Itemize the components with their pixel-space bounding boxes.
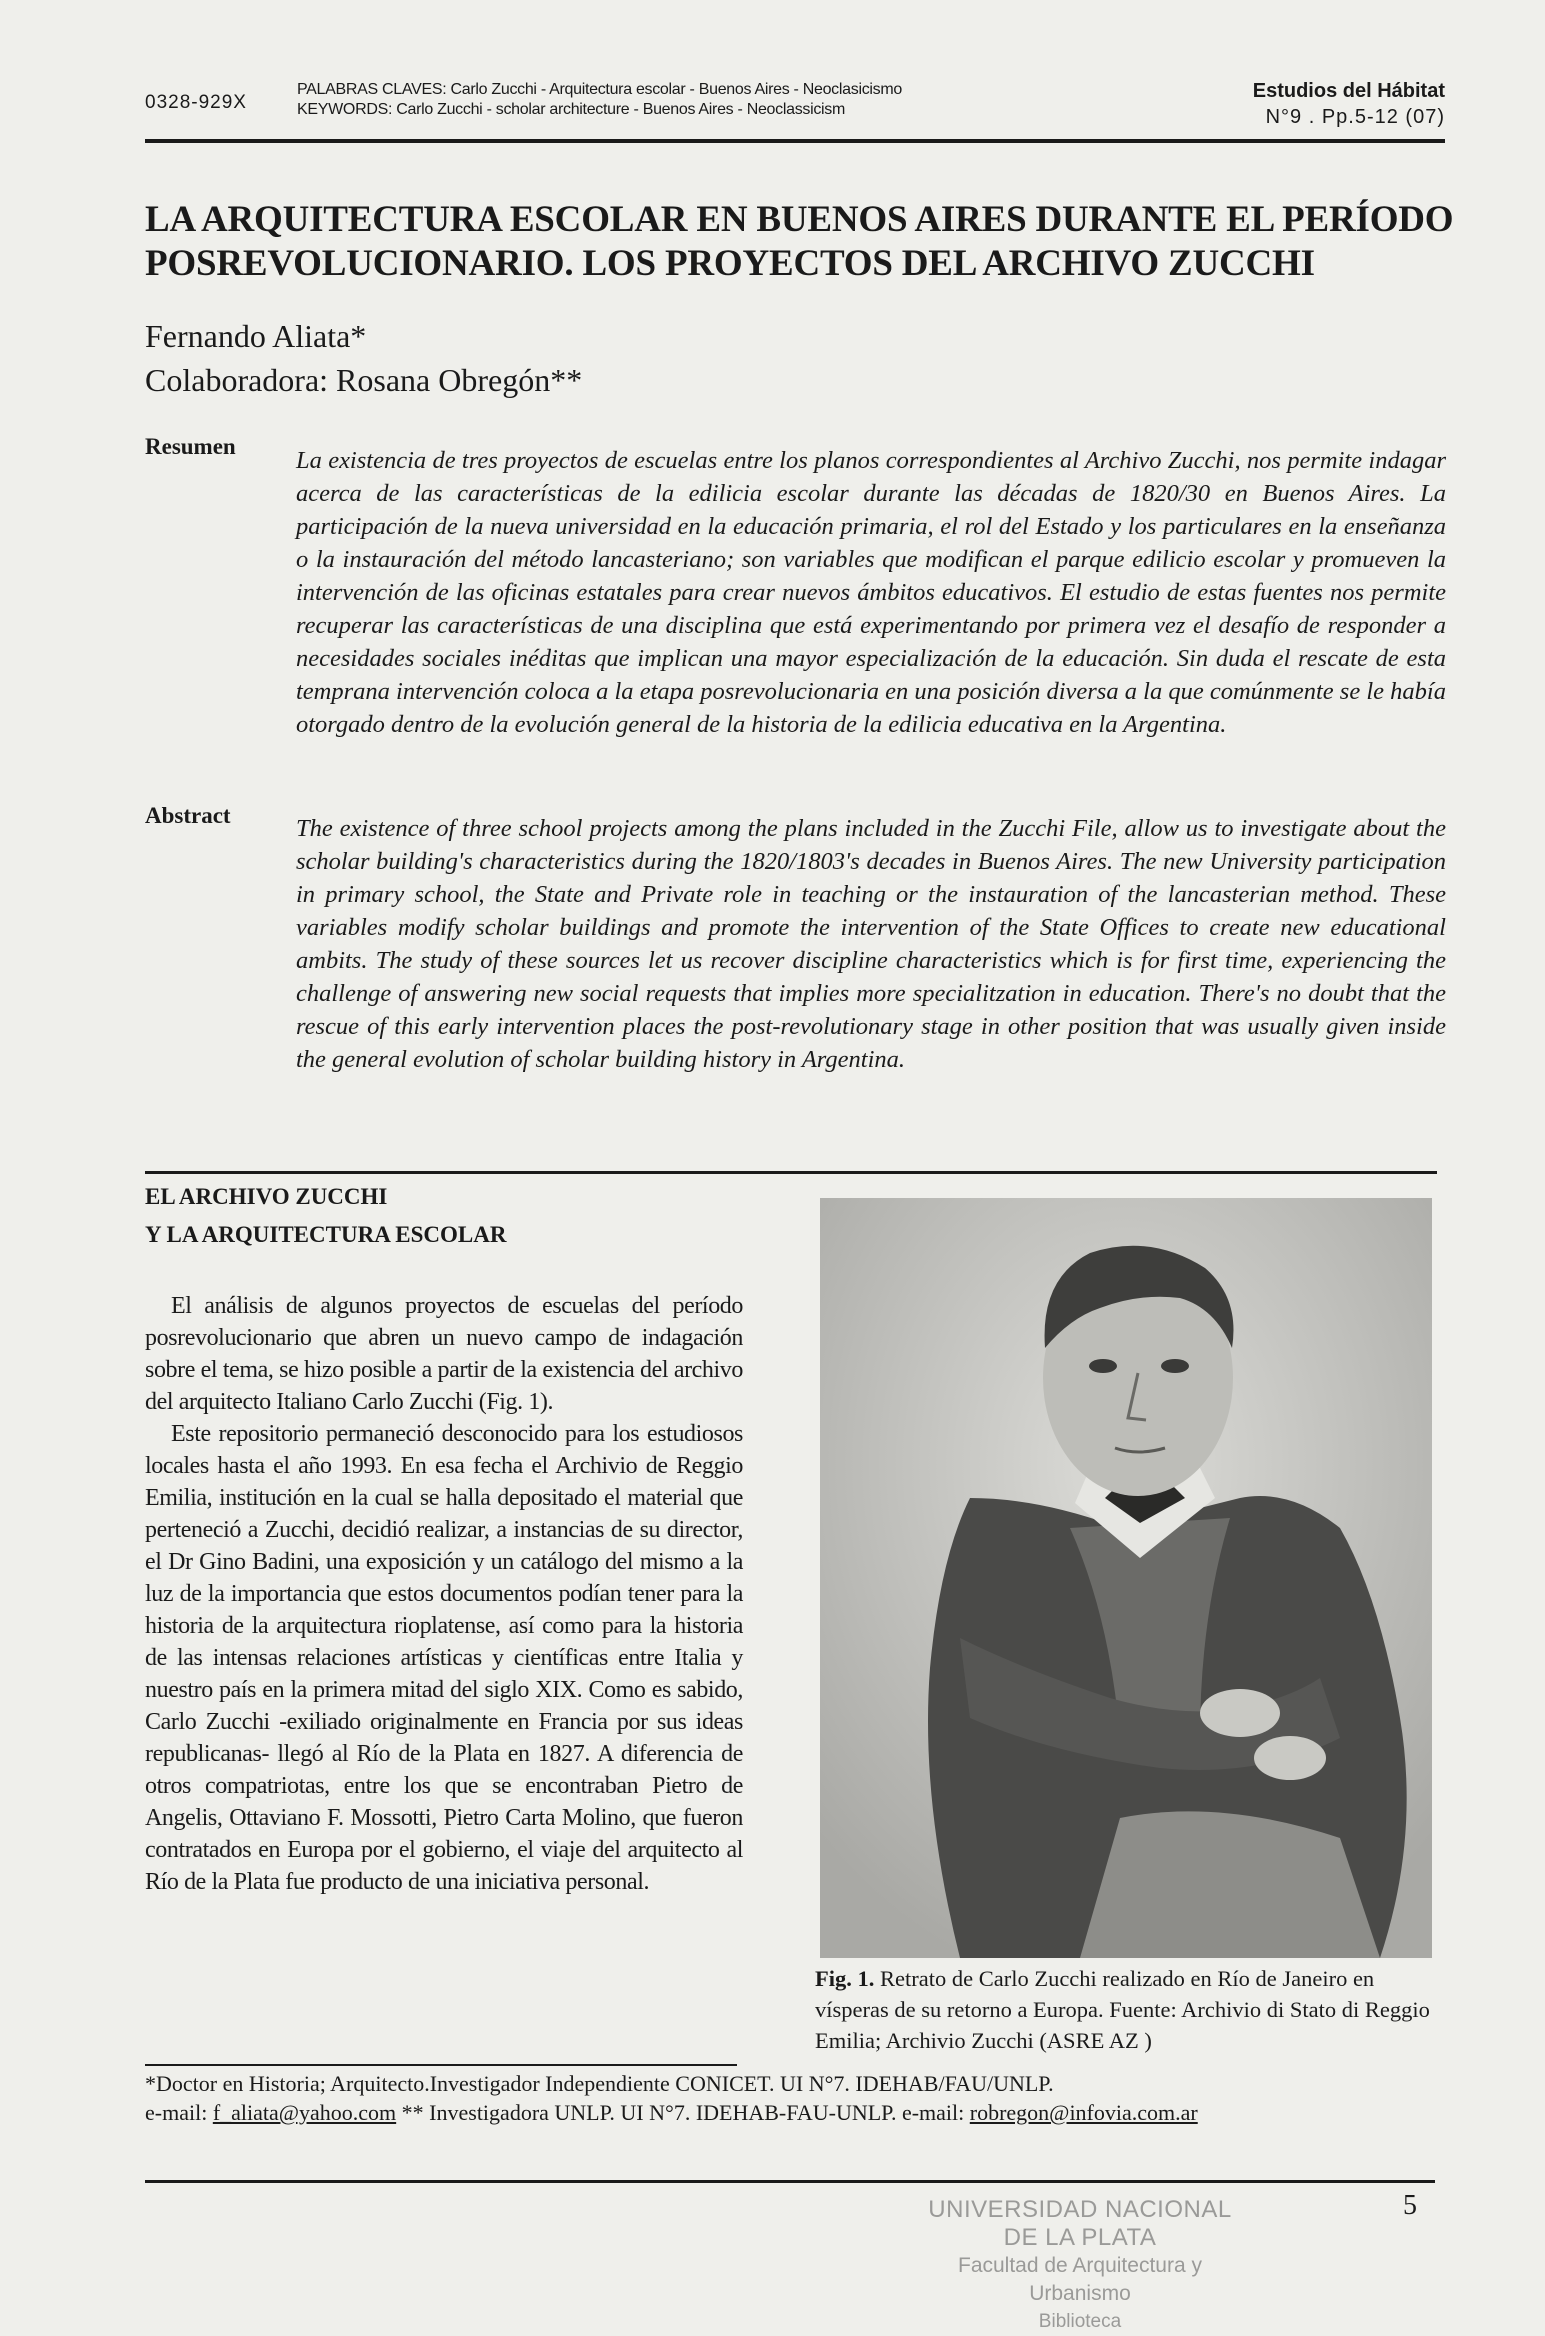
body-text <box>145 1290 743 1898</box>
paragraph-2: Este repositorio permaneció desconocido para los estudiosos locales hasta el año 1993. En esa fecha el Archivio de Reggio Emilia, institución en la cual se halla depositado el material que perteneció a Zucchi, decidió realizar, a instancias de su director, el Dr Gino Badini, una exposición y un catálogo del mismo a la luz de la importancia que estos documentos podían tener para la historia de la arquitectura rioplatense, así como para la historia de las intensas relaciones artísticas y científicas entre Italia y nuestro país en la primera mitad del siglo XIX. Como es sabido, Carlo Zucchi -exiliado originalmente en Francia por sus ideas republicanas- llegó al Río de la Plata en 1827. A diferencia de otros compatriotas, entre los que se encontraban Pietro de Angelis, Ottaviano F. Mossotti, Pietro Carta Molino, que fueron contratados en Europa por el gobierno, el viaje del arquitecto al Río de la Plata fue producto de una iniciativa personal. <box>145 1421 743 1895</box>
collaborator-email-link[interactable]: robregon@infovia.com.ar <box>969 2100 1198 2125</box>
library-stamp <box>915 2196 1245 2336</box>
figure-caption <box>815 1963 1440 2056</box>
paragraph-1: El análisis de algunos proyectos de escuelas del período posrevolucionario que abren un nuevo campo de indagación sobre el tema, se hizo posible a partir de la existencia del archivo del arquitecto Italiano Carlo Zucchi (Fig. 1). <box>145 1293 743 1415</box>
section-rule <box>145 1171 1437 1174</box>
abstract-label: Abstract <box>145 803 231 828</box>
page-number: 5 <box>1403 2190 1417 2221</box>
keywords <box>297 80 902 120</box>
title-line-1: LA ARQUITECTURA ESCOLAR EN BUENOS AIRES DURANTE EL PERÍODO <box>145 199 1454 240</box>
resumen-text: La existencia de tres proyectos de escuelas entre los planos correspondientes al Archivo Zucchi, nos permite indagar acerca de las características de la edilicia escolar durante las décadas de 1820/30 en Buenos Aires. La participación de la nueva universidad en la educación primaria, el rol del Estado y los particulares en la enseñanza o la instauración del método lancasteriano; son variables que modifican el parque edilicio escolar y promueven la intervención de las oficinas estatales para crear nuevos ámbitos educativos. El estudio de estas fuentes nos permite recuperar las características de una disciplina que está experimentando por primera vez el desafío de responder a necesidades sociales inéditas que implican una mayor especialización de la educación. Sin duda el rescate de esta temprana intervención coloca a la etapa posrevolucionaria en una posición diversa a la que comúnmente se le había otorgado dentro de la evolución general de la historia de la edilicia educativa en la Argentina. <box>296 447 1446 738</box>
author-email-link[interactable]: f_aliata@yahoo.com <box>212 2100 397 2125</box>
footnote-rule <box>145 2064 737 2066</box>
stamp-line-1: UNIVERSIDAD NACIONAL DE LA PLATA <box>928 2196 1232 2251</box>
keywords-es: PALABRAS CLAVES: Carlo Zucchi - Arquitectura escolar - Buenos Aires - Neoclasicismo <box>297 81 902 98</box>
footnote-emails <box>145 2100 1198 2126</box>
title-line-2: POSREVOLUCIONARIO. LOS PROYECTOS DEL ARCHIVO ZUCCHI <box>145 243 1315 284</box>
abstract-text: The existence of three school projects among the plans included in the Zucchi File, allow us to investigate about the scholar building's characteristics during the 1820/1803's decades in Buenos Aires. The new University participation in primary school, the State and Private role in teaching or the instauration of the lancasterian method. These variables modify scholar buildings and promote the intervention of the State Offices to create new educational ambits. The study of these sources let us recover discipline characteristics which is for first time, experiencing the challenge of answering new social requests that implies more specialitzation in education. There's no doubt that the rescue of this early intervention places the post-revolutionary stage in other position that was usually given inside the general evolution of scholar building history in Argentina. <box>296 815 1446 1073</box>
section-heading <box>145 1178 506 1254</box>
footnote-collaborator: ** Investigadora UNLP. UI N°7. IDEHAB-FAU-UNLP. e-mail: <box>396 2100 970 2125</box>
header-rule <box>145 139 1445 143</box>
figure-caption-text: Retrato de Carlo Zucchi realizado en Río de Janeiro en vísperas de su retorno a Europa. Fuente: Archivio di Stato di Reggio Emilia; Archivio Zucchi (ASRE AZ ) <box>815 1966 1430 2053</box>
footnote-author: *Doctor en Historia; Arquitecto.Investigador Independiente CONICET. UI N°7. IDEHAB/FAU/UNLP. <box>145 2071 1054 2096</box>
stamp-line-2: Facultad de Arquitectura y Urbanismo <box>958 2254 1202 2305</box>
issn: 0328-929X <box>145 92 247 113</box>
keywords-en: KEYWORDS: Carlo Zucchi - scholar architecture - Buenos Aires - Neoclassicism <box>297 101 846 118</box>
journal-name: Estudios del Hábitat <box>1252 80 1445 102</box>
section-heading-line-2: Y LA ARQUITECTURA ESCOLAR <box>145 1222 507 1247</box>
footnote-email-prefix: e-mail: <box>145 2100 213 2125</box>
portrait-drawing <box>820 1198 1432 1958</box>
figure-label: Fig. 1. <box>815 1966 875 1991</box>
collaborator: Colaboradora: Rosana Obregón** <box>145 362 583 398</box>
resumen-label: Resumen <box>145 434 236 459</box>
portrait-photo <box>820 1198 1432 1958</box>
section-heading-line-1: EL ARCHIVO ZUCCHI <box>145 1184 388 1209</box>
author: Fernando Aliata* <box>145 318 367 354</box>
article-title <box>145 198 1455 286</box>
journal-issue: N°9 . Pp.5-12 (07) <box>1265 106 1445 128</box>
footer-rule <box>145 2180 1435 2183</box>
stamp-line-3: Biblioteca <box>1038 2311 1122 2332</box>
